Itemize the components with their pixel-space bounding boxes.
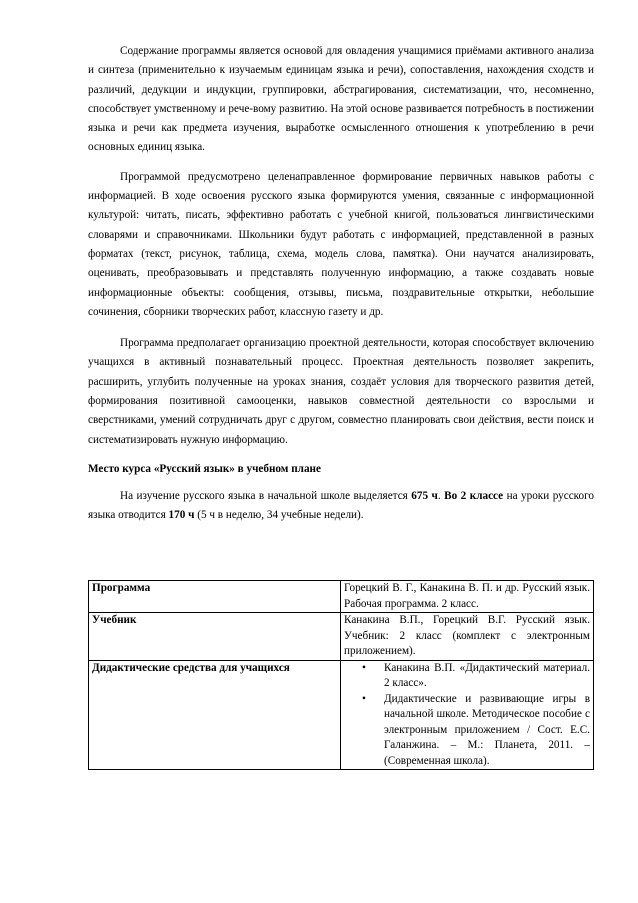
grade-label: Во 2 классе <box>444 489 504 502</box>
list-item: • Дидактические и развивающие игры в начальной школе. Методическое пособие с электронным приложением / Сост. Е.С. Галанжина. – М.: Планета, 2011. – (Современная школа). <box>384 692 590 770</box>
row-label: Дидактические средства для учащихся <box>89 660 341 770</box>
document-body <box>88 42 594 526</box>
section-heading: Место курса «Русский язык» в учебном плане <box>88 462 321 475</box>
course-materials-table <box>88 580 594 770</box>
hours-text-start: На изучение русского языка в начальной школе выделяется <box>120 489 412 502</box>
row-value <box>341 660 594 770</box>
hours-grade: 170 ч <box>168 509 195 522</box>
row-label: Программа <box>89 581 341 613</box>
table-row <box>89 660 594 770</box>
didactic-list <box>344 661 590 770</box>
row-value: Канакина В.П., Горецкий В.Г. Русский язык. Учебник: 2 класс (комплект с электронным приложением). <box>341 613 594 661</box>
paragraph-hours <box>88 487 594 526</box>
hours-total: 675 ч <box>411 489 438 502</box>
paragraph-content-basis: Содержание программы является основой для овладения учащимися приёмами активного анализа и синтеза (применительно к изучаемым единицам языка и речи), сопоставления, нахождения сходств и различий, дедукции и индукции, группировки, абстрагирования, систематизации, что, несомненно, способствует умственному и рече-вому развитию. На этой основе развивается потребность в постижении языка и речи как предмета изучения, выработке осмысленного отношения к употреблению в речи основных единиц языка. <box>88 45 594 154</box>
paragraph-information-skills: Программой предусмотрено целенаправленное формирование первичных навыков работы с информацией. В ходе освоения русского языка формируются умения, связанные с информационной культурой: читать, писать, эффективно работать с учебной книгой, пользоваться лингвистическими словарями и справочниками. Школьники будут работать с информацией, представленной в разных форматах (текст, рисунок, таблица, схема, модель слова, памятка). Они научатся анализировать, оценивать, преобразовывать и представлять полученную информацию, а также создавать новые информационные объекты: сообщения, отзывы, письма, поздравительные открытки, небольшие сочинения, сборники творческих работ, классную газету и др. <box>88 170 594 318</box>
hours-text-mid: на уроки русского языка отводится <box>88 489 595 522</box>
hours-text-end: (5 ч в неделю, 34 учебные недели). <box>194 509 364 522</box>
list-item: • Канакина В.П. «Дидактический материал. 2 класс». <box>384 661 590 692</box>
hours-text-sep: . <box>437 489 445 502</box>
row-label: Учебник <box>89 613 341 661</box>
table-row <box>89 581 594 613</box>
paragraph-project-activity: Программа предполагает организацию проектной деятельности, которая способствует включению учащихся в активный познавательный процесс. Проектная деятельность позволяет закрепить, расширить, углубить полученные на уроках знания, создаёт условия для творческого развития детей, формирования позитивной самооценки, навыков совместной деятельности со взрослыми и сверстниками, умений сотрудничать друг с другом, совместно планировать свои действия, вести поиск и систематизировать нужную информацию. <box>88 337 594 446</box>
table-row <box>89 613 594 661</box>
row-value: Горецкий В. Г., Канакина В. П. и др. Русский язык. Рабочая программа. 2 класс. <box>341 581 594 613</box>
